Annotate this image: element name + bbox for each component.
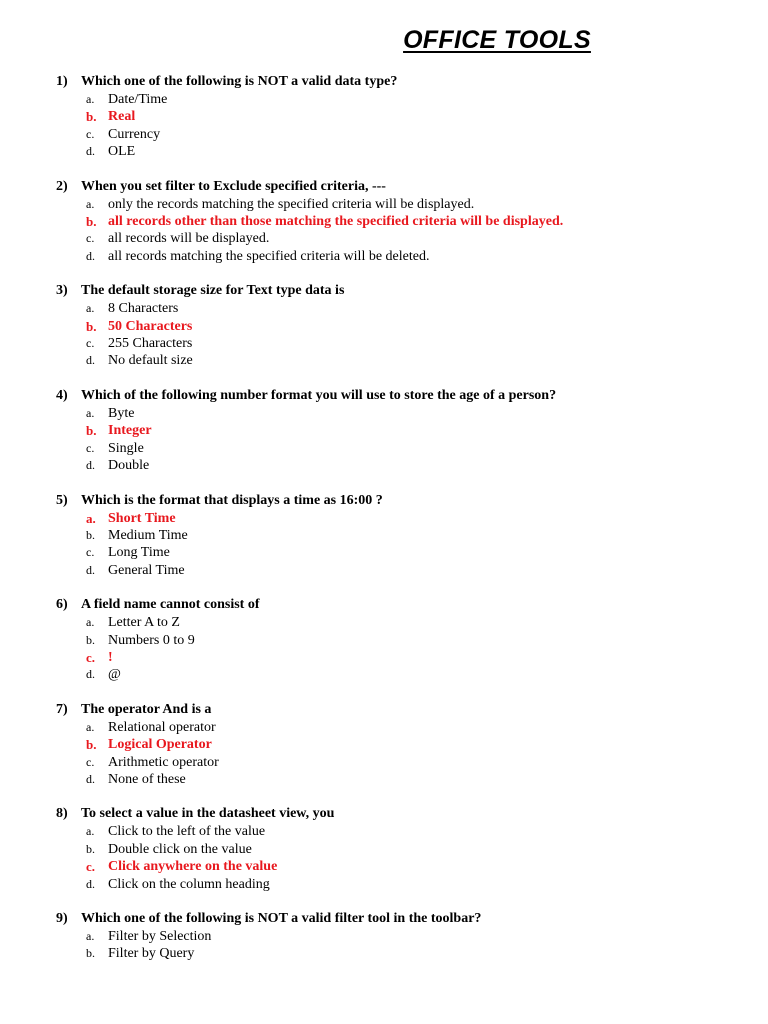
option-text: all records will be displayed. — [108, 231, 270, 247]
option-letter: b. — [86, 214, 97, 230]
question-item — [56, 701, 756, 789]
option-text: Double — [108, 458, 150, 474]
answer-option — [56, 457, 756, 474]
question-item — [56, 387, 756, 475]
option-text: @ — [108, 667, 121, 683]
question-number: 6) — [56, 597, 68, 613]
question-number: 8) — [56, 806, 68, 822]
question-heading — [56, 596, 756, 614]
option-text: None of these — [108, 771, 186, 787]
option-text: ! — [108, 649, 113, 665]
option-letter: b. — [86, 109, 97, 125]
answer-option — [56, 771, 756, 788]
option-text: Byte — [108, 405, 135, 421]
option-text: Single — [108, 440, 144, 456]
option-letter: c. — [86, 231, 95, 246]
option-letter: d. — [86, 144, 95, 159]
option-letter: d. — [86, 667, 95, 682]
question-item — [56, 492, 756, 580]
option-letter: d. — [86, 876, 95, 891]
answer-option — [56, 562, 756, 579]
answer-option — [56, 928, 756, 945]
option-text: Filter by Query — [108, 946, 195, 962]
option-letter: a. — [86, 301, 95, 316]
option-letter: a. — [86, 719, 95, 734]
question-heading — [56, 492, 756, 510]
question-item — [56, 282, 756, 370]
option-text: Relational operator — [108, 719, 216, 735]
answer-option-correct — [56, 422, 756, 439]
question-heading — [56, 805, 756, 823]
answer-option — [56, 335, 756, 352]
answer-option — [56, 405, 756, 422]
answer-option — [56, 754, 756, 771]
option-letter: a. — [86, 196, 95, 211]
option-text: Click on the column heading — [108, 876, 270, 892]
option-letter: b. — [86, 423, 97, 439]
option-letter: a. — [86, 92, 95, 106]
answer-option — [56, 143, 756, 160]
question-item — [56, 73, 756, 161]
option-letter: b. — [86, 737, 97, 753]
option-text: 255 Characters — [108, 336, 193, 352]
question-heading — [56, 387, 756, 405]
question-text: Which one of the following is NOT a valid filter tool in the toolbar? — [81, 911, 482, 926]
option-text: No default size — [108, 353, 193, 369]
question-list — [56, 73, 756, 980]
answer-option — [56, 823, 756, 840]
option-text: OLE — [108, 144, 136, 160]
option-letter: d. — [86, 353, 95, 368]
answer-option — [56, 666, 756, 683]
option-text: Date/Time — [108, 92, 168, 107]
option-letter: c. — [86, 336, 95, 351]
option-letter: a. — [86, 405, 95, 420]
answer-option — [56, 230, 756, 247]
question-number: 3) — [56, 283, 68, 299]
answer-option — [56, 300, 756, 317]
option-letter: b. — [86, 632, 95, 647]
option-text: only the records matching the specified criteria will be displayed. — [108, 196, 475, 212]
answer-option-correct — [56, 213, 756, 230]
question-number: 2) — [56, 178, 68, 194]
answer-option — [56, 876, 756, 893]
answer-option-correct — [56, 510, 756, 527]
option-letter: b. — [86, 946, 95, 961]
question-text: The operator And is a — [81, 701, 212, 717]
question-heading — [56, 910, 756, 928]
option-text: Logical Operator — [108, 737, 212, 753]
option-letter: c. — [86, 754, 95, 769]
question-item — [56, 805, 756, 893]
question-heading — [56, 73, 756, 91]
option-text: Double click on the value — [108, 841, 252, 857]
question-text: Which one of the following is NOT a valid data type? — [81, 74, 398, 89]
option-letter: b. — [86, 841, 95, 856]
answer-option-correct — [56, 736, 756, 753]
option-text: 8 Characters — [108, 301, 179, 317]
option-letter: b. — [86, 318, 97, 334]
question-text: To select a value in the datasheet view, you — [81, 806, 335, 822]
question-text: The default storage size for Text type data is — [81, 283, 345, 299]
page-title-text: OFFICE TOOLS — [403, 26, 591, 54]
answer-option — [56, 248, 756, 265]
option-text: Arithmetic operator — [108, 754, 219, 770]
option-letter: a. — [86, 824, 95, 839]
answer-option — [56, 719, 756, 736]
question-item — [56, 596, 756, 684]
answer-option — [56, 126, 756, 143]
option-letter: d. — [86, 562, 95, 577]
question-number: 5) — [56, 492, 68, 508]
option-letter: c. — [86, 649, 96, 665]
option-text: Letter A to Z — [108, 615, 180, 631]
answer-option — [56, 945, 756, 962]
question-number: 1) — [56, 74, 68, 89]
question-number: 9) — [56, 911, 68, 926]
option-text: Click to the left of the value — [108, 824, 266, 840]
option-text: all records matching the specified criteria will be deleted. — [108, 248, 430, 264]
option-text: Integer — [108, 423, 152, 439]
answer-option — [56, 544, 756, 561]
page-title — [0, 26, 768, 55]
option-letter: c. — [86, 859, 96, 875]
question-number: 4) — [56, 387, 68, 403]
answer-option-correct — [56, 858, 756, 875]
question-item — [56, 178, 756, 266]
answer-option-correct — [56, 108, 756, 125]
option-text: Short Time — [108, 510, 176, 526]
question-text: Which is the format that displays a time as 16:00 ? — [81, 492, 383, 508]
option-letter: a. — [86, 510, 96, 526]
question-item — [56, 910, 756, 963]
question-number: 7) — [56, 701, 68, 717]
option-letter: a. — [86, 929, 95, 943]
answer-option-correct — [56, 649, 756, 666]
question-heading — [56, 282, 756, 300]
question-heading — [56, 701, 756, 719]
answer-option — [56, 614, 756, 631]
option-letter: d. — [86, 771, 95, 786]
answer-option — [56, 440, 756, 457]
option-text: Click anywhere on the value — [108, 859, 278, 875]
answer-option — [56, 632, 756, 649]
option-text: all records other than those matching the specified criteria will be displayed. — [108, 214, 564, 230]
answer-option-correct — [56, 318, 756, 335]
option-text: Filter by Selection — [108, 929, 212, 944]
option-letter: d. — [86, 248, 95, 263]
answer-option — [56, 527, 756, 544]
option-letter: c. — [86, 126, 95, 141]
question-text: A field name cannot consist of — [81, 597, 260, 613]
option-text: Real — [108, 109, 136, 125]
option-text: Medium Time — [108, 527, 188, 543]
option-text: Currency — [108, 126, 161, 142]
answer-option — [56, 196, 756, 213]
option-letter: a. — [86, 615, 95, 630]
answer-option — [56, 91, 756, 108]
option-text: 50 Characters — [108, 318, 193, 334]
option-text: Numbers 0 to 9 — [108, 632, 195, 648]
answer-option — [56, 841, 756, 858]
question-text: Which of the following number format you will use to store the age of a person? — [81, 387, 557, 403]
option-letter: c. — [86, 545, 95, 560]
question-heading — [56, 178, 756, 196]
question-text: When you set filter to Exclude specified criteria, --- — [81, 178, 386, 194]
option-letter: b. — [86, 527, 95, 542]
option-letter: c. — [86, 440, 95, 455]
option-text: General Time — [108, 562, 185, 578]
option-text: Long Time — [108, 545, 170, 561]
answer-option — [56, 352, 756, 369]
option-letter: d. — [86, 458, 95, 473]
